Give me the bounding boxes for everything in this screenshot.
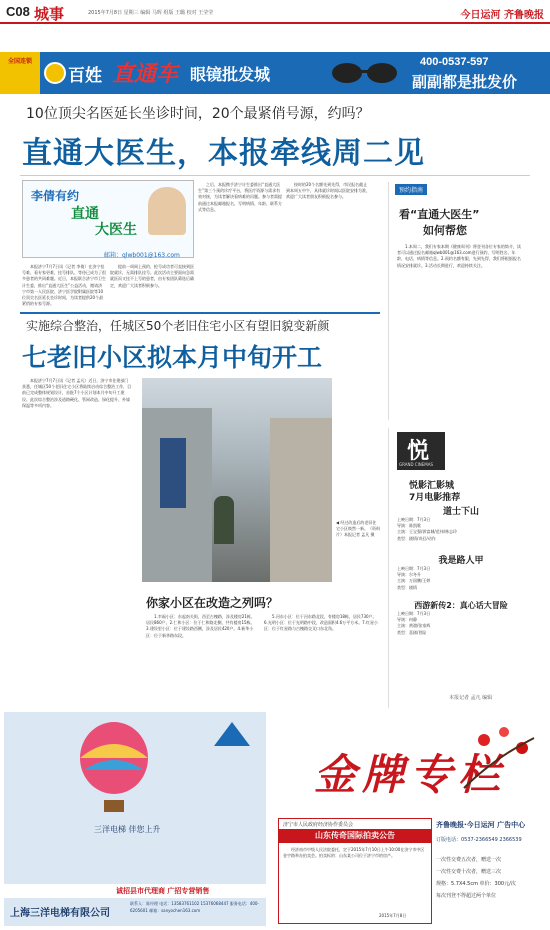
article1-col4-text: 按时的20个名额先到先得，市民报名截止到本周五中午，具体就诊时间以医院安排为准，欢迎广大读者朋友积极报名参与。 [286,182,370,200]
article1-col2-text: 提前一周网上预约，抢号成功者可直接到医院就诊，无需排队挂号。此次活动主要面向急需就医而又挂不上号的患者，由专家团队筛选后确定，欢迎广大读者积极参与。 [110,264,194,288]
article1-col1-text: 本报济宁7月7日讯（记者 李倩）在济宁挂号难、看专家更难，挂号排队、等待已成为了很多患者的共同难题。近日，本报联合济宁市卫生计生委，推出“直通大医生”公益活动，邀请济宁市第一人民医院、济宁医学院附属医院等10位顶尖名医延长坐诊时间，为读者提供20个最紧俏的专家号源。 [22,264,106,307]
movie-info: 上映日期：7月3日 导演：何静 主演：黄渤/张家辉 类型：喜剧/冒险 [397,611,431,635]
ad-tagline: 副副都是批发价 [412,73,518,91]
newspaper-brand: 今日运河 齐鲁晚报 [460,10,544,21]
article2-body-text: 本报济宁7月7日讯（记者 孟凡）近日，济宁市住建部门获悉，任城区50个老旧住宅小区将陆续启动综合整治工作，目前已完成整体规划设计，首批7个小区计划本月中旬开工建设。此次综合整治涉及道路硬化、管网改造、绿化提升、外墙保温等多项内容。 [22,378,132,408]
list-col1 [146,614,258,704]
list-subhead: 你家小区在改造之列吗？ [146,596,279,610]
auction-date: 2015年7月8日 [379,913,407,918]
article1-col2 [110,264,194,308]
movie-item [397,600,525,641]
promo-email-row [104,250,180,259]
promo-title: 李倩有约 [31,189,80,203]
offer-item: 每次刊登不得超过两个单位 [436,893,497,899]
photo-caption-text: ◀ 经过改造后的老旧住宅小区焕然一新。（资料片）本报记者 孟凡 摄 [336,520,380,538]
sidebar-label: 预约指南 [395,184,427,195]
elevator-logo-icon [212,720,252,748]
article2-headline: 七老旧小区拟本月中旬开工 [22,343,323,372]
movie-info: 上映日期：7月3日 导演：尔冬升 主演：万国鹏/王婷 类型：剧情 [397,566,431,590]
list-col2-text: 5.河东小区：位于河东路北段，有楼房18栋，居民730户。6.光明小区：位于光明路中段，改造面积4.6万平方米。7.红星小区：位于红星路与古槐路交叉口东北角。 [264,614,378,632]
promo-box [22,180,194,258]
issue-meta: 2015年7月8日 星期三 编辑 马辉 组版 王璐 校对 王莹莹 [88,10,214,16]
cinema-footer: 本报记者 孟凡 编辑 [449,695,493,701]
ad-center-brand: 齐鲁晚报·今日运河 广告中心 [436,821,526,829]
article1-kicker: 10位顶尖名医延长坐诊时间，20个最紧俏号源，约吗？ [26,106,370,122]
ad-badge-text: 全国连锁 [7,58,32,65]
elevator-contact: 联系人：陈经理 电话：13583761102 15376068447 服务电话：400-6205601 邮箱：sanyochen163.com [130,901,259,913]
elevator-ad [4,712,266,926]
section-rule [20,312,380,314]
cinema-title2: 7月电影推荐 [409,493,461,503]
article1-col3-text: 之后，本报携手济宁计生委推出“直通大医生”第三个预约诊疗平台，将医疗资源与需求有效对接，为读者解决看病难的问题。参与者需提前通过本报邮箱报名，写明病情、年龄、联系方式等信息。 [198,182,282,212]
movie-item [397,553,525,596]
eye-icon [44,62,66,84]
cinema-logo-sub: GRAND CINEMAS [399,462,434,467]
flower-icon [454,718,544,798]
ad-center-hotline: 订版电话：0537-2366549 2366539 [436,837,522,843]
ad-name: 百姓 [68,66,102,86]
sidebar-text [397,244,523,414]
avatar [148,187,186,235]
sidebar-title1: 看“直通大医生” [399,208,480,221]
movie-title: 道士下山 [442,507,479,517]
section-title: 城事 [34,5,65,23]
ad-offers [436,854,542,902]
sidebar [388,182,529,420]
ad-slogan-main: 直通车 [112,61,179,87]
alley-photo [142,378,332,582]
sidebar-title2: 如何帮您 [423,224,467,237]
photo-door [160,438,186,508]
movie-title: 西游新传2：真心话大冒险 [414,601,508,610]
photo-wall-right [270,418,332,582]
top-ad-banner [0,52,550,94]
auction-title: 山东传奇国际拍卖公告 [279,829,431,843]
elevator-slogan: 三洋电梯 伴您上升 [94,825,161,834]
offer-item: 规格：5.7X4.5cm 单价：300元/次 [436,881,516,887]
photo-person [214,496,234,544]
title-rule [20,175,530,176]
cinema-logo-char: 悦 [407,438,430,464]
promo-sub1: 直通 [71,206,99,222]
offer-item: 一次性交费五次者，赠送一次 [436,857,502,863]
article2-body [22,378,132,704]
cinema-box [388,428,529,708]
cinema-logo [397,432,445,470]
movie-info: 上映日期：7月3日 导演：陈凯歌 主演：王宝强/郭富城/范伟/林志玲 类型：剧情/奇幻/动作 [397,517,458,541]
sidebar-text-body: 1.本周二，我们专家本期《健康周刊》将登刊各位专家的简介，读者可以通过报名邮箱qlwb001@163.com进行预约，写明姓名、年龄、电话、病情等信息。2.预约名额有限，先到先得，我们将根据报名情况安排就诊。3.活动长期进行，欢迎持续关注。 [397,244,521,268]
auction-body-text: 经济南市中级人民法院委托，定于2015年7月10日上午10:00在济宁市中区金宇路举办拍卖会。拍卖标的：山东某公司位于济宁市的房产。 [283,847,425,859]
auction-body [283,847,427,907]
cinema-title1: 悦影汇影城 [409,481,455,491]
article1-col4 [286,182,370,308]
article1-headline: 直通大医生，本报牵线周二见 [22,136,425,171]
glasses-icon [330,60,400,86]
ad-badge [0,52,40,94]
ad-phone: 400-0537-597 [420,56,489,68]
ad-slogan-sub: 眼镜批发城 [190,65,271,84]
list-col1-text: 1.幸福小区：东起南关街，西至古槐路，涉及楼房21栋，居民860户。2.仁和小区：位于仁和路北侧，共有楼房15栋。3.建设里小区：位于建设路西侧，涉及居民420户。4.新华小区：位于新华路东段。 [146,614,255,638]
page-header [0,0,550,24]
auction-caption: 济宁市人民政府经济协作委员会 [283,822,354,828]
movie-item [397,504,525,549]
gold-column-ad [274,712,546,926]
offer-item: 一次性交费十次者，赠送三次 [436,869,502,875]
movie-list [397,504,525,641]
article1-col3 [198,182,282,308]
balloon-icon [74,720,154,820]
movie-title: 我是路人甲 [438,556,484,566]
article2-kicker: 实施综合整治，任城区50个老旧住宅小区有望旧貌变新颜 [26,319,330,333]
recruit-text: 诚招县市代理商 广招专营销售 [116,887,210,895]
promo-email-label: 邮箱： [104,252,123,259]
promo-sub2: 大医生 [95,222,137,238]
promo-email[interactable]: qlwb001@163.com [122,252,180,259]
photo-caption [336,520,380,584]
auction-box [278,818,432,924]
article1-col1 [22,264,106,308]
elevator-company: 上海三洋电梯有限公司 [10,908,110,919]
page-number: C08 [6,4,30,19]
recruit-bar [4,884,266,898]
list-col2 [264,614,378,704]
gold-column-title: 金牌专栏 [314,750,507,799]
